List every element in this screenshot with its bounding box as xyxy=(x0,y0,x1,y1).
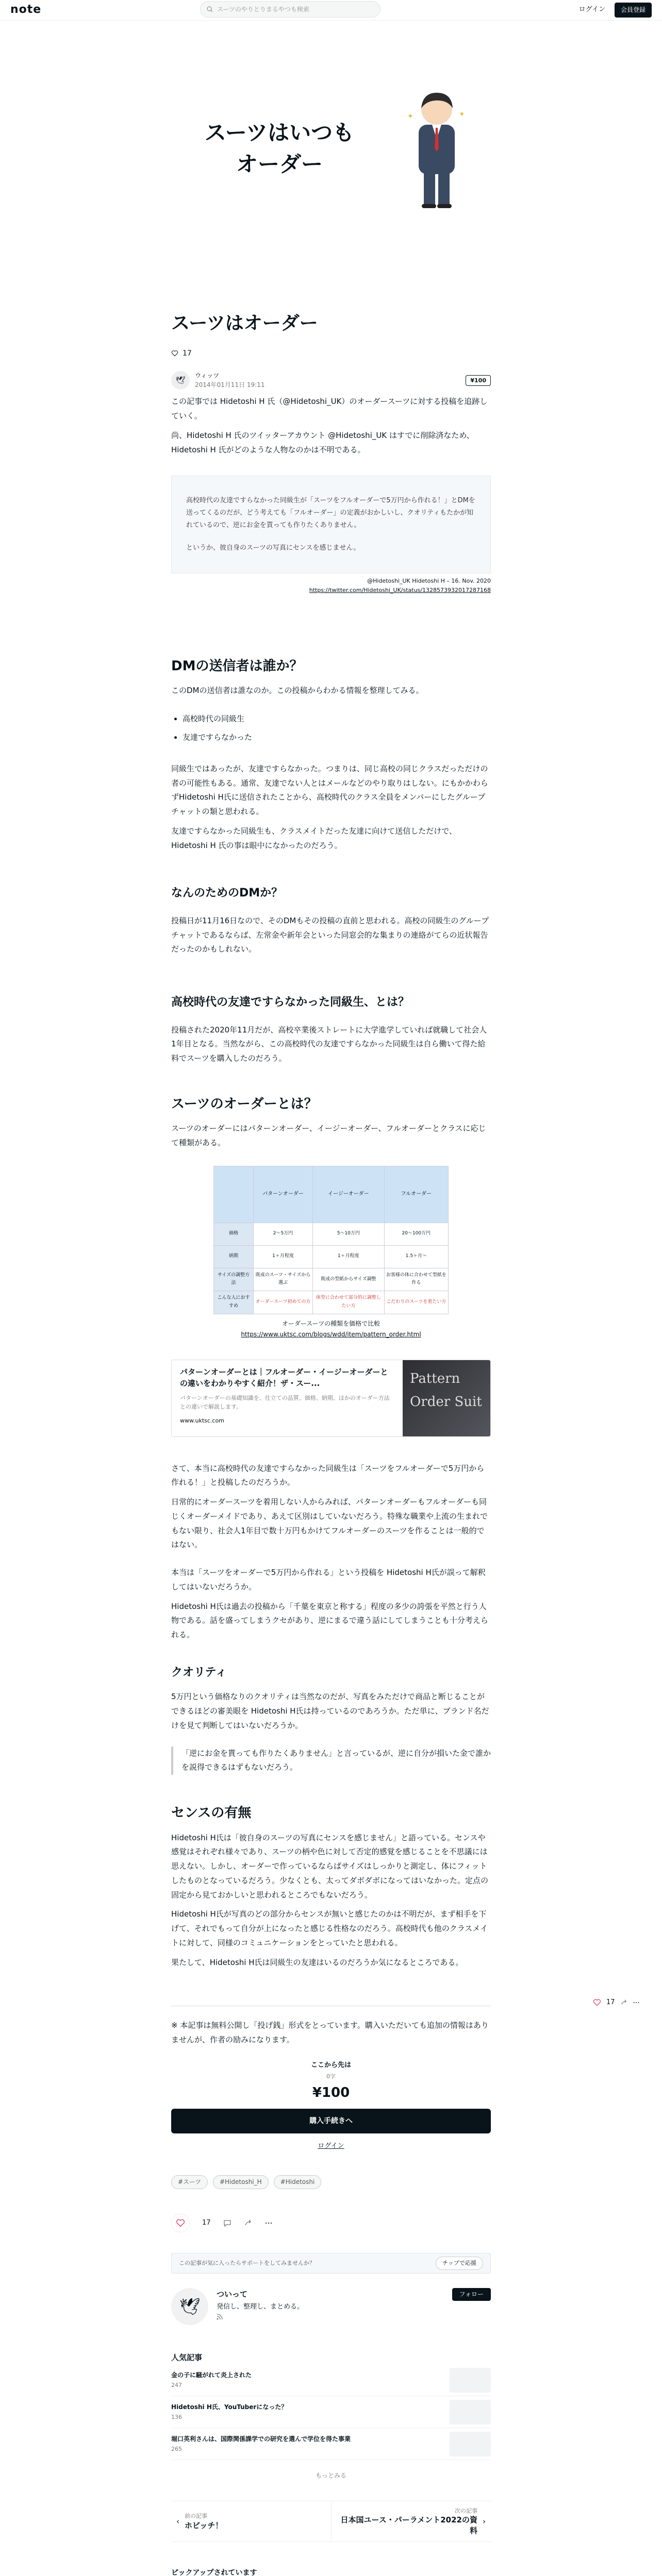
tweet-text: 高校時代の友達ですらなかった同級生が「スーツをフルオーダーで5万円から作れる！」とDMを送ってくるのだが、どう考えても「フルオーダー」の定義がおかしいし、クオリティもたかが知れているので、逆にお金を貰っても作りたくありません。 xyxy=(186,497,475,530)
paragraph: さて、本当に高校時代の友達ですらなかった同級生は「スーツをフルオーダーで5万円から作れる！」と投稿したのだろうか。 xyxy=(171,1463,485,1487)
action-like-count: 17 xyxy=(202,2218,211,2227)
popular-likes: 136 xyxy=(171,2413,182,2420)
popular-likes: 247 xyxy=(171,2381,182,2388)
heading-dm-sender: DMの送信者は誰か？ xyxy=(171,658,303,674)
more-options-icon[interactable] xyxy=(264,2219,273,2227)
table-cell: 5〜10万円 xyxy=(313,1223,385,1245)
floating-like-bar xyxy=(593,1997,640,2009)
support-text: この記事が気に入ったらサポートをしてみませんか？ xyxy=(179,2260,315,2267)
heading-sense: センスの有無 xyxy=(171,1805,252,1821)
link-card-title: パターンオーダーとは｜フルオーダー・イージーオーダーとの違いをわかりやすく紹介！ザ・スー... xyxy=(180,1367,388,1388)
table-cell: 1.5ヶ月〜 xyxy=(384,1245,448,1268)
pickup-heading: ピックアップされています xyxy=(171,2569,257,2576)
article-title: スーツはオーダー xyxy=(171,313,318,334)
creator-profile xyxy=(171,2288,491,2325)
like-count-top[interactable] xyxy=(171,347,491,360)
table-row xyxy=(214,1223,449,1245)
heart-icon xyxy=(176,2218,185,2228)
table-cell: 価格 xyxy=(214,1223,254,1245)
top-bar xyxy=(0,0,662,21)
list-item: • 高校時代の同級生 xyxy=(183,709,491,728)
article-navigation xyxy=(171,2501,491,2542)
citation-author: @Hidetoshi_UK Hidetoshi H – 16. Nov. 2020 xyxy=(367,578,491,585)
table-cell: こんな人におすすめ xyxy=(214,1291,254,1314)
popular-likes: 265 xyxy=(171,2445,182,2452)
paywall-notice: ※ 本記事は無料公開し「投げ銭」形式をとっています。購入いただいても追加の情報はありませんが、作者の励みになります。 xyxy=(171,2006,491,2047)
prev-label: 前の記事 xyxy=(185,2513,207,2520)
hero-title: スーツはいつも オーダー xyxy=(204,120,355,177)
table-cell: お客様の体に合わせて型紙を作る xyxy=(384,1268,448,1291)
paragraph: 投稿された2020年11月だが、高校卒業後ストレートに大学進学していれば就職して社会人1年目となる。当然ながら、この高校時代の友達ですらなかった同級生は自ら働いて得た給料でスーツを購入したのだろう。 xyxy=(171,1025,487,1063)
search-placeholder: スーツのやりとりまるやつも検索 xyxy=(217,5,309,13)
link-card-image-text: Pattern Order Suit xyxy=(410,1370,482,1410)
heading-classmate: 高校時代の友達ですらなかった同級生、とは？ xyxy=(171,996,410,1009)
bullet-list xyxy=(183,709,491,747)
popular-thumbnail xyxy=(450,2432,491,2456)
creator-bio: 発信し、整理し、まとめる。 xyxy=(217,2302,304,2311)
chevron-right-icon: › xyxy=(483,2517,486,2527)
bird-icon: 🕊 xyxy=(175,376,186,385)
hashtag[interactable]: #Hidetoshi xyxy=(274,2175,322,2189)
embedded-tweet xyxy=(171,476,491,573)
table-cell: 1ヶ月程度 xyxy=(253,1245,312,1268)
paragraph: 友達ですらなかった同級生も、クラスメイトだった友達に向けて送信しただけで、Hidetoshi H 氏の事は眼中になかったのだろう。 xyxy=(171,826,457,850)
purchase-button[interactable]: 購入手続きへ xyxy=(171,2109,491,2133)
paragraph: 本当は「スーツをオーダーで5万円から作れる」という投稿を Hidetoshi H氏が誤って解釈してはいないだろうか。 xyxy=(171,1568,486,1591)
purchase-area xyxy=(171,2060,491,2153)
next-article-link[interactable] xyxy=(331,2501,491,2541)
svg-text:✦: ✦ xyxy=(407,112,413,121)
paragraph: Hidetoshi H氏は「彼自身のスーツの写真にセンスを感じません」と語っている。センスや感覚はそれぞれ様々であり、スーツの柄や色に対して否定的感覚を感じることを不思議には思えない。しかし、オーダーで作っているならばサイズはしっかりと測定し、体にフィットしたものとなっているだろう。少なくとも、太ってダボダボになってはいなかった。定点の固定から見ておかしいと思われるところでもないだろう。 xyxy=(171,1833,489,1900)
like-count: 17 xyxy=(183,349,192,358)
remaining-chars: 0字 xyxy=(326,2073,336,2080)
table-cell: 既成の型紙からサイズ調整 xyxy=(313,1268,385,1291)
link-card[interactable] xyxy=(171,1360,491,1437)
share-icon[interactable] xyxy=(620,1999,627,2006)
list-item[interactable] xyxy=(171,2428,491,2460)
paragraph: Hidetoshi H氏は過去の投稿から「千葉を東京と称する」程度の多少の誇張を平然と行う人物である。話を盛ってしまうクセがあり、逆にまるで違う話にしてしまうことも十分考えられる。 xyxy=(171,1601,488,1640)
order-comparison-figure xyxy=(213,1166,449,1340)
chevron-left-icon: ‹ xyxy=(176,2517,179,2527)
article-actions xyxy=(171,2214,491,2232)
citation-link[interactable]: https://twitter.com/Hidetoshi_UK/status/1328573932017287168 xyxy=(309,587,491,594)
link-card-image xyxy=(403,1360,490,1436)
creator-avatar[interactable] xyxy=(171,2288,208,2325)
quote-block xyxy=(171,1747,491,1775)
svg-text:✦: ✦ xyxy=(459,110,465,118)
paragraph: Hidetoshi H氏が写真のどの部分からセンスが無いと感じたのかは不明だが、まず相手を下げて、それでもって自分が上になったと感じる性格なのだろう。高校時代も他のクラスメイトに対して、同様のコミュニケーションをとっていたと思われる。 xyxy=(171,1909,488,1947)
tweet-text: というか、彼自身のスーツの写真にセンスを感じません。 xyxy=(186,544,360,552)
tweet-citation xyxy=(171,577,491,595)
next-title: 日本国ユース・パーラメント2022の資料 xyxy=(340,2515,477,2536)
intro-paragraph: 尚、Hidetoshi H 氏のツイッターアカウント @Hidetoshi_UK はすでに削除済なため、Hidetoshi H 氏がどのような人物なのかは不明である。 xyxy=(171,430,474,454)
table-cell: 2〜5万円 xyxy=(253,1223,312,1245)
follow-button[interactable]: フォロー xyxy=(452,2288,491,2301)
bird-icon: 🕊 xyxy=(179,2297,201,2317)
search-input[interactable] xyxy=(200,1,380,18)
paragraph: スーツのオーダーにはパターンオーダー、イージーオーダー、フルオーダーとクラスに応じて種類がある。 xyxy=(171,1124,486,1147)
hashtag[interactable]: #スーツ xyxy=(171,2175,208,2189)
table-cell: 既成のスーツ・サイズから選ぶ xyxy=(253,1268,312,1291)
popular-heading: 人気記事 xyxy=(171,2353,203,2363)
table-header: パターンオーダー xyxy=(253,1166,312,1223)
list-item[interactable] xyxy=(171,2396,491,2428)
hashtag[interactable]: #Hidetoshi_H xyxy=(213,2175,269,2189)
list-item: • 友達ですらなかった xyxy=(183,728,491,747)
table-cell: オーダースーツ初めての方 xyxy=(253,1291,312,1314)
table-header xyxy=(214,1166,254,1223)
table-header: フルオーダー xyxy=(384,1166,448,1223)
figure-caption xyxy=(213,1318,449,1340)
popular-title: 堀口英利さんは、国際関係課学での研究を選んで学位を得た事業 xyxy=(171,2435,351,2443)
heading-dm-purpose: なんのためのDMか？ xyxy=(171,887,283,900)
share-icon[interactable] xyxy=(244,2219,252,2227)
floating-like-count: 17 xyxy=(606,1998,615,2006)
caption-text: オーダースーツの種類を価格で比較 xyxy=(282,1319,380,1327)
table-cell: 体型に合わせて部分的に調整したい方 xyxy=(313,1291,385,1314)
table-header: イージーオーダー xyxy=(313,1166,385,1223)
prev-article-link[interactable] xyxy=(171,2501,331,2541)
rss-icon[interactable] xyxy=(217,2314,223,2320)
order-comparison-table xyxy=(213,1166,449,1314)
paragraph: このDMの送信者は誰なのか。この投稿からわかる情報を整理してみる。 xyxy=(171,686,424,696)
list-item[interactable] xyxy=(171,2364,491,2396)
purchase-label: ここから先は xyxy=(310,2061,351,2069)
tag-list xyxy=(171,2175,491,2189)
table-row xyxy=(214,1268,449,1291)
table-cell: 納期 xyxy=(214,1245,254,1268)
heart-icon xyxy=(171,350,178,357)
support-button[interactable]: チップで応援 xyxy=(436,2257,483,2269)
table-cell: 1ヶ月程度 xyxy=(313,1245,385,1268)
paragraph: 果たして、Hidetoshi H氏は同級生の友達はいるのだろうか気になるところである。 xyxy=(171,1957,464,1967)
support-box xyxy=(171,2253,491,2274)
pickup-section xyxy=(171,2567,491,2576)
paragraph: 投稿日が11月16日なので、そのDMもその投稿の直前と思われる。高校の同級生のグループチャットであるならば、左常金や新年会といった同窓会的な集まりの連絡がてらの近状報告だったのかもしれない。 xyxy=(171,916,489,954)
intro-paragraph: この記事では Hidetoshi H 氏（@Hidetoshi_UK）のオーダースーツに対する投稿を追跡していく。 xyxy=(171,397,488,421)
author-row xyxy=(171,371,491,389)
paragraph: 5万円という価格なりのクオリティは当然なのだが、写真をみただけで商品と断じることができるほどの審美眼を Hidetoshi H氏は持っているのであろうか。ただ単に、ブランド名だけを見て判断してはいないだろうか。 xyxy=(171,1692,489,1730)
heading-quality: クオリティ xyxy=(171,1666,227,1679)
link-card-url: www.uktsc.com xyxy=(180,1417,224,1424)
popular-thumbnail xyxy=(450,2368,491,2393)
popular-articles xyxy=(171,2351,491,2481)
quote-text: 「逆にお金を貰っても作りたくありません」と言っているが、逆に自分が損いた金で誰かを説得できるはずもないだろう。 xyxy=(181,1748,491,1772)
table-row xyxy=(214,1245,449,1268)
popular-title: 金の子に騒がれて炎上された xyxy=(171,2371,252,2379)
author-name[interactable]: ウィッツ xyxy=(195,372,220,380)
caption-link[interactable]: https://www.uktsc.com/blogs/wdd/item/pattern_order.html xyxy=(241,1330,421,1338)
next-label: 次の記事 xyxy=(455,2507,477,2514)
note-logo[interactable]: note xyxy=(10,3,42,16)
businessman-illustration xyxy=(398,88,475,211)
signup-button[interactable]: 会員登録 xyxy=(615,3,652,18)
heading-suit-order: スーツのオーダーとは？ xyxy=(171,1096,318,1112)
table-row xyxy=(214,1291,449,1314)
hero-image xyxy=(171,62,491,247)
purchase-login-link[interactable]: ログイン xyxy=(318,2142,344,2150)
comment-icon[interactable] xyxy=(223,2219,231,2227)
table-cell: 20〜100万円 xyxy=(384,1223,448,1245)
price-badge: ¥100 xyxy=(466,375,491,386)
paragraph: 同級生ではあったが、友達ですらなかった。つまりは、同じ高校の同じクラスだっただけの者の可能性もある。通常、友達でない人とはメールなどのやり取りはしない。にもかかわらずHidetoshi H氏に送信されたことから、高校時代のクラス全員をメンバーにしたグループチャットの類と思われる。 xyxy=(171,764,488,817)
paragraph: 日常的にオーダースーツを着用しない人からみれば、パターンオーダーもフルオーダーも同じくオーダーメイドであり、あえて区別はしていないだろう。特殊な職業や上流の生まれでもない限り、社会人1年目で数十万円もかけてフルオーダーのスーツを作ることは一般的ではない。 xyxy=(171,1497,488,1550)
author-avatar[interactable] xyxy=(171,371,190,389)
article xyxy=(171,312,491,2576)
table-cell: サイズの調整方法 xyxy=(214,1268,254,1291)
creator-name[interactable]: ついって xyxy=(217,2290,248,2299)
prev-title: ホビッチ！ xyxy=(185,2520,223,2530)
heart-icon[interactable] xyxy=(593,1998,601,2007)
more-options-icon[interactable] xyxy=(633,1999,640,2006)
purchase-price: ¥100 xyxy=(312,2084,350,2100)
popular-thumbnail xyxy=(450,2400,491,2425)
popular-title: Hidetoshi H氏、YouTuberになった？ xyxy=(171,2403,288,2411)
table-cell: こだわりのスーツを着たい方 xyxy=(384,1291,448,1314)
search-icon xyxy=(207,6,213,12)
link-card-description: パターンオーダーの基礎知識を、仕立ての品質、価格、納期、ほかのオーダー方法との違いで解説します。 xyxy=(180,1394,390,1411)
more-link[interactable]: もっとみる xyxy=(315,2472,346,2480)
like-button[interactable] xyxy=(171,2214,190,2232)
publish-date: 2014年01月11日 19:11 xyxy=(195,381,265,389)
login-link[interactable]: ログイン xyxy=(578,6,605,14)
